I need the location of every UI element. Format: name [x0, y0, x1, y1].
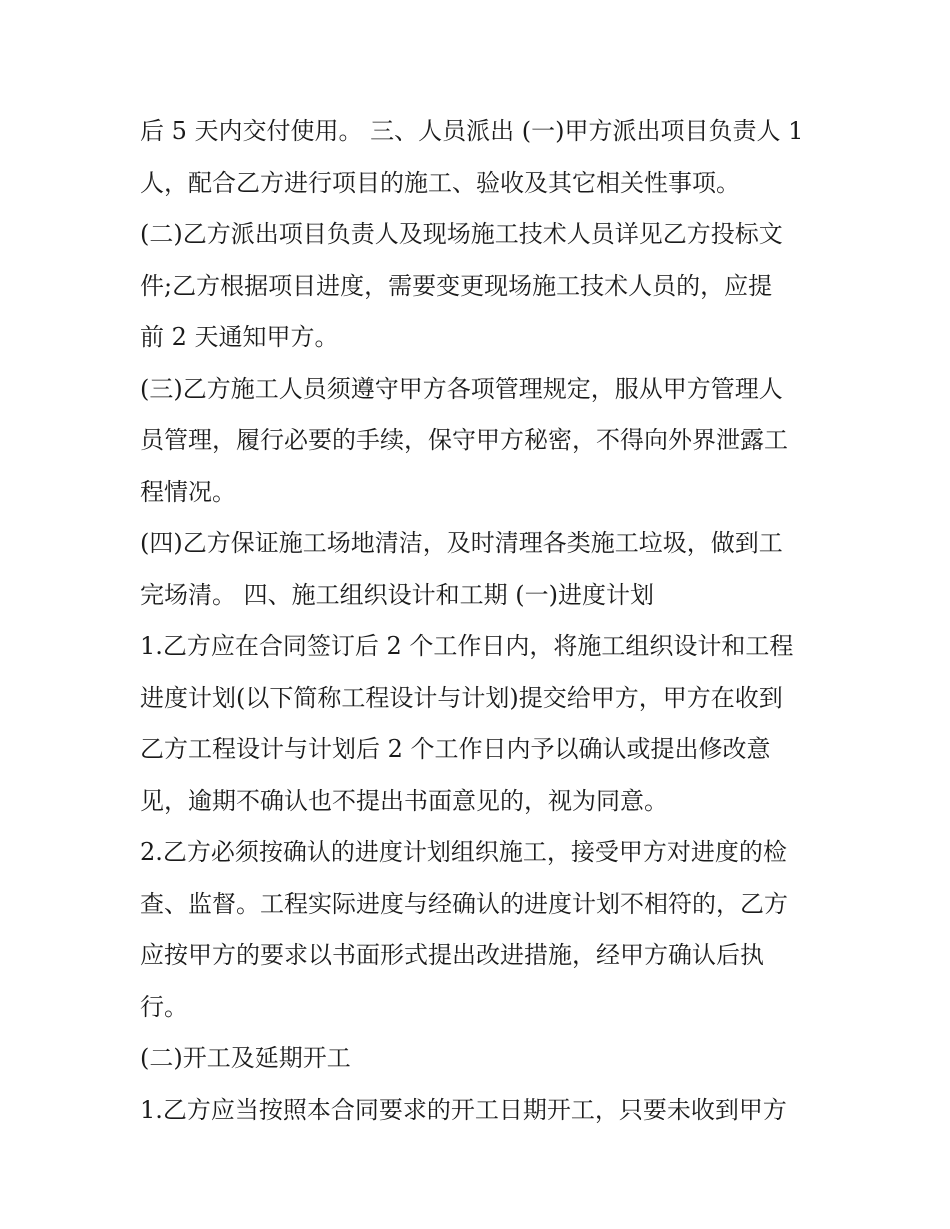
- text-line: 查、监督。工程实际进度与经确认的进度计划不相符的，乙方: [140, 889, 788, 918]
- text-line: (三)乙方施工人员须遵守甲方各项管理规定，服从甲方管理人: [140, 374, 783, 403]
- text-line: 程情况。: [140, 477, 236, 506]
- text-line: 乙方工程设计与计划后 2 个工作日内予以确认或提出修改意: [140, 735, 771, 763]
- text-line: 进度计划(以下简称工程设计与计划)提交给甲方，甲方在收到: [140, 683, 783, 712]
- text-line: 人，配合乙方进行项目的施工、验收及其它相关性事项。: [140, 168, 740, 197]
- text-line: (四)乙方保证施工场地清洁，及时清理各类施工垃圾，做到工: [140, 529, 783, 557]
- text-line: 行。: [140, 992, 188, 1021]
- text-line: (二)开工及延期开工: [140, 1044, 351, 1072]
- text-line: 见，逾期不确认也不提出书面意见的，视为同意。: [140, 786, 668, 815]
- text-line: 1.乙方应在合同签订后 2 个工作日内，将施工组织设计和工程: [140, 632, 794, 660]
- text-line: 件;乙方根据项目进度，需要变更现场施工技术人员的，应提: [140, 271, 773, 300]
- text-line: 后 5 天内交付使用。 三、人员派出 (一)甲方派出项目负责人 1: [140, 117, 804, 145]
- text-line: 应按甲方的要求以书面形式提出改进措施，经甲方确认后执: [140, 941, 764, 969]
- text-line: 员管理，履行必要的手续，保守甲方秘密，不得向外界泄露工: [140, 426, 788, 454]
- text-line: 前 2 天通知甲方。: [140, 323, 339, 351]
- text-line: 2.乙方必须按确认的进度计划组织施工，接受甲方对进度的检: [140, 838, 787, 866]
- text-line: 完场清。 四、施工组织设计和工期 (一)进度计划: [140, 580, 654, 609]
- document-body: [140, 112, 820, 1142]
- text-line: 1.乙方应当按照本合同要求的开工日期开工，只要未收到甲方: [140, 1095, 787, 1124]
- text-line: (二)乙方派出项目负责人及现场施工技术人员详见乙方投标文: [140, 220, 783, 248]
